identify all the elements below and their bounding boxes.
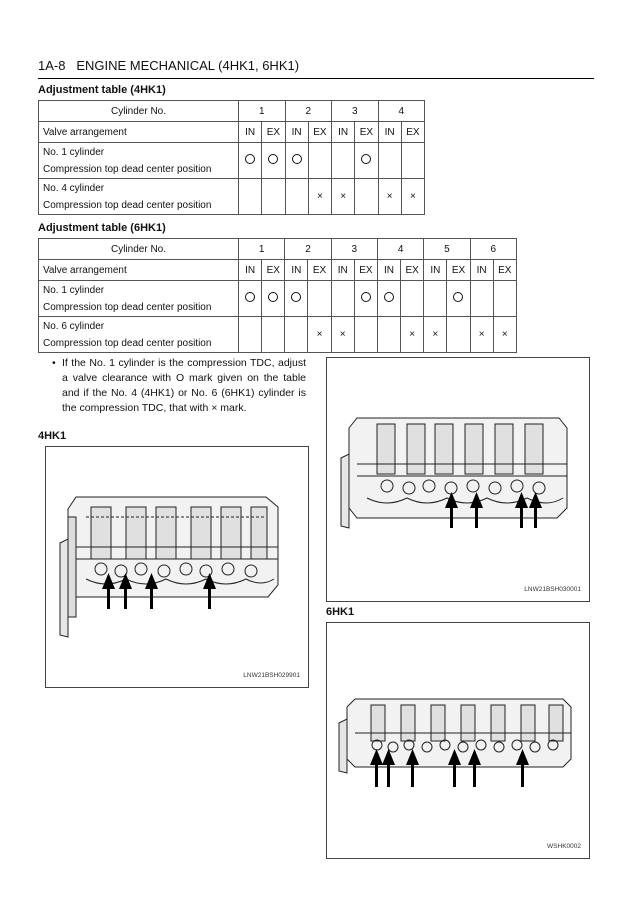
table-row <box>39 239 517 260</box>
valve-cell: EX <box>262 260 285 281</box>
cylinder-header: Cylinder No. <box>39 101 239 122</box>
row-label-line: No. 1 cylinder <box>43 146 105 158</box>
cylinder-head-drawing <box>327 358 589 601</box>
valve-cell: EX <box>355 122 378 143</box>
cylinder-number: 5 <box>424 239 470 260</box>
cylinder-head-drawing <box>46 447 308 687</box>
cross-mark: × <box>409 329 416 340</box>
figure-code: LNW21BSH029901 <box>243 672 300 679</box>
figure-code: WSHK0002 <box>547 843 581 850</box>
mark-cell <box>355 143 378 179</box>
row-label <box>39 143 239 179</box>
cross-mark: × <box>316 329 323 340</box>
cylinder-header: Cylinder No. <box>39 239 239 260</box>
row-label-line: Compression top dead center position <box>43 199 212 211</box>
mark-cell <box>401 281 424 317</box>
cylinder-number: 2 <box>285 101 332 122</box>
cylinder-number: 1 <box>239 101 286 122</box>
mark-cell <box>308 143 331 179</box>
circle-mark <box>453 292 463 302</box>
cross-mark: × <box>501 329 508 340</box>
valve-cell: IN <box>424 260 447 281</box>
cylinder-number: 3 <box>331 239 377 260</box>
cylinder-head-drawing <box>327 623 589 858</box>
valve-cell: IN <box>239 260 262 281</box>
engine-diagram-6hk1 <box>326 622 590 859</box>
page-header <box>38 58 299 73</box>
mark-cell <box>378 143 401 179</box>
mark-cell <box>493 281 516 317</box>
cylinder-number: 4 <box>377 239 423 260</box>
circle-mark <box>268 292 278 302</box>
mark-cell <box>377 317 400 353</box>
valve-cell: IN <box>470 260 493 281</box>
table-row <box>39 122 425 143</box>
valve-cell: EX <box>308 260 331 281</box>
table-row <box>39 317 517 353</box>
mark-cell <box>354 281 377 317</box>
cross-mark: × <box>478 329 485 340</box>
note-bullet: • <box>52 357 56 369</box>
figure-code: LNW21BSH030001 <box>524 586 581 593</box>
valve-arrangement-label: Valve arrangement <box>39 260 239 281</box>
mark-cell <box>285 281 308 317</box>
mark-cell <box>262 143 285 179</box>
valve-cell: EX <box>308 122 331 143</box>
engine-diagram-4hk1 <box>45 446 309 688</box>
row-label-line: No. 1 cylinder <box>43 284 105 296</box>
mark-cell <box>401 143 424 179</box>
circle-mark <box>245 154 255 164</box>
mark-cell <box>401 179 424 215</box>
cross-mark: × <box>339 329 346 340</box>
valve-arrangement-label: Valve arrangement <box>39 122 239 143</box>
valve-cell: EX <box>401 122 424 143</box>
valve-cell: EX <box>354 260 377 281</box>
row-label <box>39 317 239 353</box>
valve-cell: IN <box>332 122 355 143</box>
cross-mark: × <box>316 191 323 202</box>
mark-cell <box>262 179 285 215</box>
mark-cell <box>331 317 354 353</box>
mark-cell <box>401 317 424 353</box>
figure-label-6hk1: 6HK1 <box>326 606 355 618</box>
mark-cell <box>262 281 285 317</box>
mark-cell <box>262 317 285 353</box>
mark-cell <box>355 179 378 215</box>
mark-cell <box>424 317 447 353</box>
mark-cell <box>239 143 262 179</box>
figure-label-4hk1: 4HK1 <box>38 430 67 442</box>
mark-cell <box>378 179 401 215</box>
table-row <box>39 179 425 215</box>
cross-mark: × <box>386 191 393 202</box>
circle-mark <box>361 292 371 302</box>
row-label-line: Compression top dead center position <box>43 337 212 349</box>
mark-cell <box>239 179 262 215</box>
mark-cell <box>308 179 331 215</box>
mark-cell <box>332 143 355 179</box>
cylinder-number: 1 <box>239 239 285 260</box>
cross-mark: × <box>340 191 347 202</box>
mark-cell <box>354 317 377 353</box>
valve-cell: IN <box>239 122 262 143</box>
valve-cell: IN <box>285 122 308 143</box>
valve-cell: IN <box>378 122 401 143</box>
valve-cell: EX <box>447 260 470 281</box>
mark-cell <box>470 281 493 317</box>
page-code: 1A-8 <box>38 58 66 73</box>
note-text: If the No. 1 cylinder is the compression TDC, adjust a valve clearance with O mark given on the table and if the No. 4 (4HK1) or No. 6 (6HK1) cylinder is the compression TDC, that with × mark. <box>62 357 306 414</box>
mark-cell <box>493 317 516 353</box>
circle-mark <box>384 292 394 302</box>
mark-cell <box>285 179 308 215</box>
circle-mark <box>292 154 302 164</box>
table-row <box>39 260 517 281</box>
table-row <box>39 143 425 179</box>
valve-cell: EX <box>262 122 285 143</box>
mark-cell <box>308 317 331 353</box>
circle-mark <box>291 292 301 302</box>
mark-cell <box>424 281 447 317</box>
table-row <box>39 281 517 317</box>
cylinder-number: 6 <box>470 239 516 260</box>
row-label-line: No. 6 cylinder <box>43 320 105 332</box>
instruction-note <box>52 356 306 416</box>
cylinder-number: 4 <box>378 101 425 122</box>
row-label-line: No. 4 cylinder <box>43 182 105 194</box>
table-4hk1-title: Adjustment table (4HK1) <box>38 84 166 96</box>
mark-cell <box>332 179 355 215</box>
valve-cell: IN <box>331 260 354 281</box>
cylinder-number: 2 <box>285 239 331 260</box>
page-title: ENGINE MECHANICAL (4HK1, 6HK1) <box>76 58 300 73</box>
circle-mark <box>245 292 255 302</box>
mark-cell <box>239 317 262 353</box>
cross-mark: × <box>409 191 416 202</box>
cross-mark: × <box>432 329 439 340</box>
mark-cell <box>308 281 331 317</box>
row-label-line: Compression top dead center position <box>43 163 212 175</box>
header-rule <box>38 78 594 79</box>
circle-mark <box>268 154 278 164</box>
cylinder-number: 3 <box>332 101 379 122</box>
adjustment-table-6hk1 <box>38 238 517 353</box>
valve-cell: IN <box>377 260 400 281</box>
mark-cell <box>285 143 308 179</box>
mark-cell <box>447 317 470 353</box>
valve-cell: EX <box>401 260 424 281</box>
adjustment-table-4hk1 <box>38 100 425 215</box>
table-row <box>39 101 425 122</box>
mark-cell <box>377 281 400 317</box>
circle-mark <box>361 154 371 164</box>
engine-diagram-6hk1-top <box>326 357 590 602</box>
mark-cell <box>239 281 262 317</box>
row-label-line: Compression top dead center position <box>43 301 212 313</box>
valve-cell: IN <box>285 260 308 281</box>
mark-cell <box>285 317 308 353</box>
mark-cell <box>470 317 493 353</box>
mark-cell <box>447 281 470 317</box>
valve-cell: EX <box>493 260 516 281</box>
row-label <box>39 281 239 317</box>
mark-cell <box>331 281 354 317</box>
table-6hk1-title: Adjustment table (6HK1) <box>38 222 166 234</box>
row-label <box>39 179 239 215</box>
